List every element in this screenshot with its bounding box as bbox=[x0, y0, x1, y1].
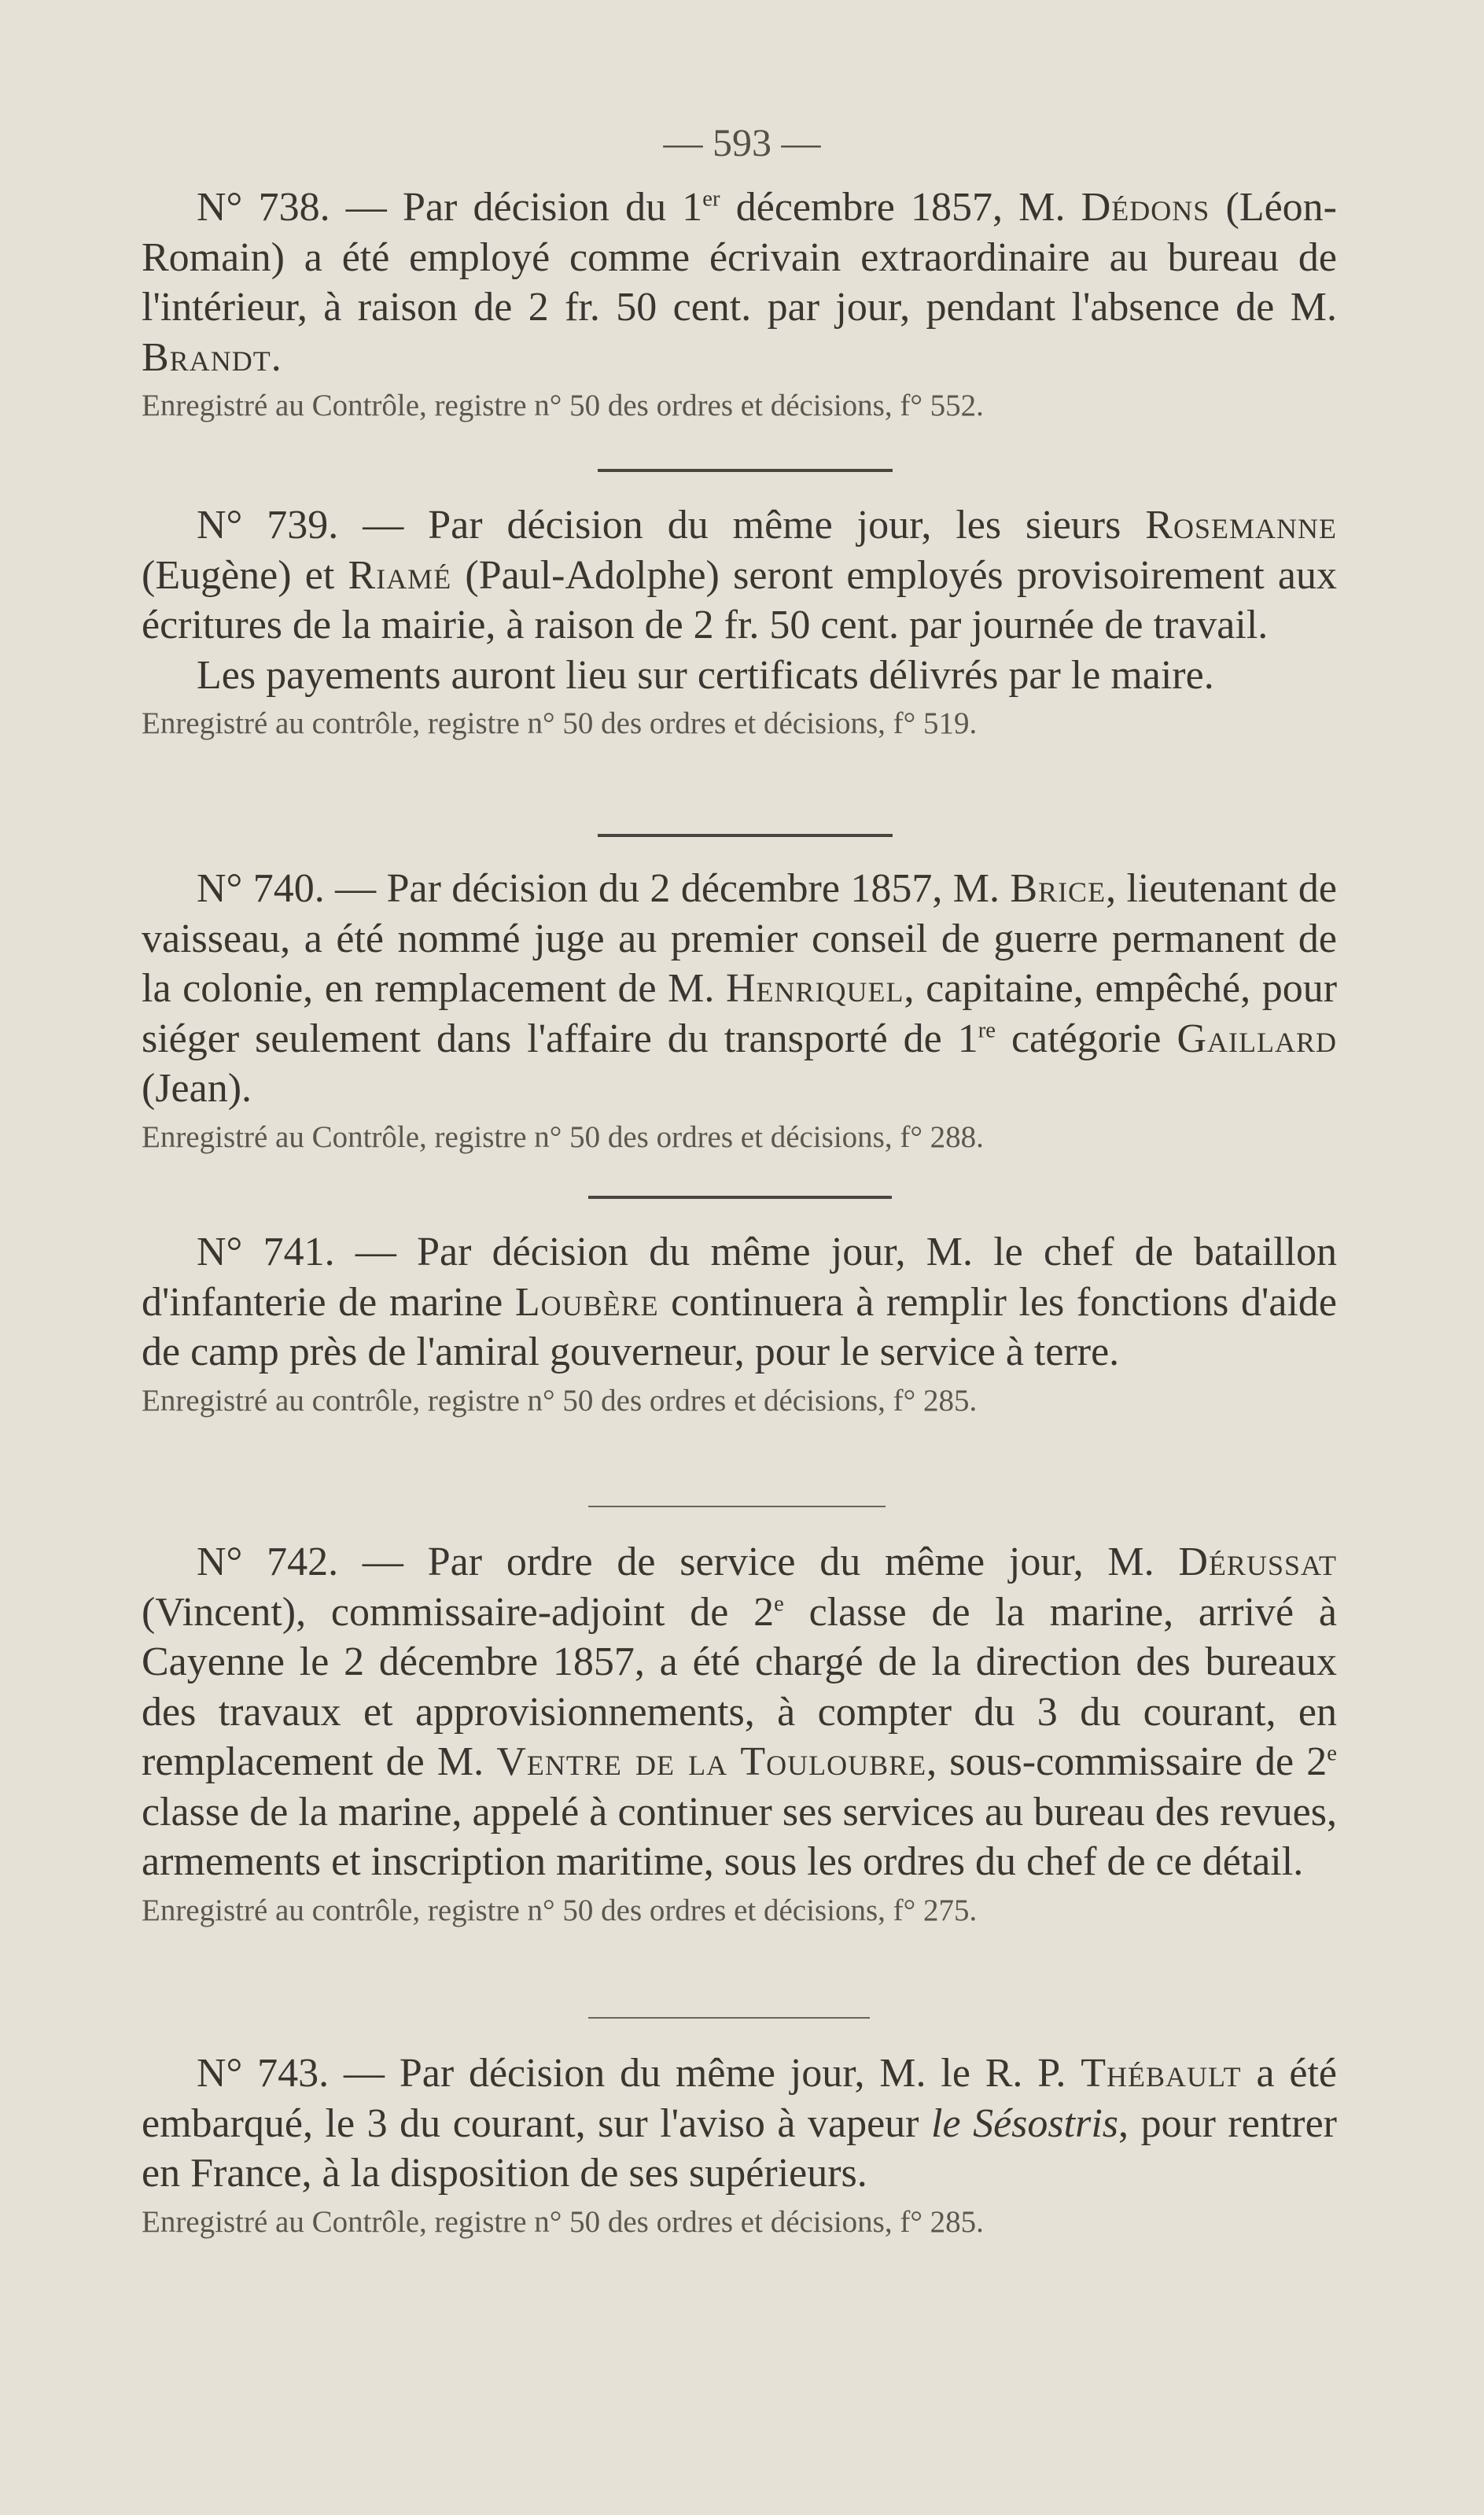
entry-text: , pour rentrer en France, à la disposition de ses supérieurs. bbox=[142, 2100, 1337, 2196]
entry-text: — Par décision du même jour, M. le R. P. bbox=[329, 2051, 1081, 2096]
person-name: Riamé bbox=[348, 552, 452, 598]
person-name: Henriquel bbox=[725, 966, 904, 1011]
entry-number: N° 739. bbox=[197, 503, 339, 548]
entry-text: (Eugène) et bbox=[142, 552, 348, 598]
superscript: er bbox=[702, 186, 720, 212]
entry-742 bbox=[142, 1537, 1337, 1930]
entry-text: classe de la marine, arrivé à Cayenne le 2 décembre 1857, a été chargé de la direction des bureaux des travaux et approvisionnements, à compter du 3 du courant, en remplacement de M. bbox=[142, 1589, 1337, 1784]
person-name: Brice bbox=[1010, 866, 1107, 911]
separator-rule bbox=[588, 2017, 870, 2019]
entry-body bbox=[142, 500, 1337, 700]
entry-body bbox=[142, 183, 1337, 382]
separator-rule bbox=[598, 469, 893, 472]
separator-rule bbox=[598, 834, 893, 837]
entry-text: (Paul-Adolphe) seront employés provisoirement aux écritures de la mairie, à raison de 2 fr. 50 cent. par journée de travail. bbox=[142, 552, 1337, 647]
entry-text: catégorie bbox=[995, 1016, 1177, 1061]
entry-text: a été embarqué, le 3 du courant, sur l'aviso à vapeur bbox=[142, 2051, 1338, 2146]
entry-741 bbox=[142, 1227, 1337, 1420]
separator-rule bbox=[588, 1196, 892, 1199]
entry-text: — Par décision du même jour, M. le chef de bataillon d'infanterie de marine bbox=[142, 1230, 1337, 1325]
entry-740 bbox=[142, 864, 1337, 1156]
person-name: Thébault bbox=[1081, 2051, 1242, 2096]
entry-body bbox=[142, 864, 1337, 1114]
registry-note: Enregistré au Contrôle, registre n° 50 des ordres et décisions, f° 552. bbox=[142, 389, 984, 422]
superscript: e bbox=[774, 1591, 784, 1617]
entry-body bbox=[142, 2049, 1337, 2199]
entry-text: . bbox=[271, 334, 282, 380]
entry-text: — Par décision du même jour, les sieurs bbox=[338, 503, 1146, 548]
entry-738 bbox=[142, 183, 1337, 425]
registry-note: Enregistré au Contrôle, registre n° 50 des ordres et décisions, f° 288. bbox=[142, 1119, 984, 1154]
entry-text: , sous-commissaire de 2 bbox=[926, 1739, 1327, 1784]
person-name: Rosemanne bbox=[1145, 503, 1337, 548]
entry-number: N° 740. bbox=[197, 866, 325, 911]
entry-number: N° 742. bbox=[197, 1540, 339, 1584]
entry-text: continuera à remplir les fonctions d'aide de camp près de l'amiral gouverneur, pour le service à terre. bbox=[142, 1279, 1337, 1374]
superscript: re bbox=[978, 1018, 996, 1043]
entry-text: , lieutenant de vaisseau, a été nommé juge au premier conseil de guerre permanent de la colonie, en remplacement de M. bbox=[142, 866, 1337, 1011]
entry-text: , capitaine, empêché, pour siéger seulement dans l'affaire du transporté de 1 bbox=[142, 966, 1338, 1061]
separator-rule bbox=[588, 1506, 886, 1507]
superscript: e bbox=[1327, 1741, 1337, 1766]
entry-paragraph: Les payements auront lieu sur certificats délivrés par le maire. bbox=[197, 652, 1214, 698]
registry-note: Enregistré au Contrôle, registre n° 50 des ordres et décisions, f° 285. bbox=[142, 2204, 984, 2239]
ship-name: le Sésostris bbox=[931, 2100, 1119, 2146]
entry-text: — Par décision du 2 décembre 1857, M. bbox=[324, 866, 1011, 911]
person-name: Brandt bbox=[142, 334, 271, 380]
entry-739 bbox=[142, 500, 1337, 743]
entry-743 bbox=[142, 2049, 1337, 2241]
page-number: — 593 — bbox=[663, 120, 821, 164]
entry-text: (Léon-Romain) a été employé comme écrivain extraordinaire au bureau de l'intérieur, à raison de 2 fr. 50 cent. par jour, pendant l'absence de M. bbox=[142, 185, 1337, 330]
registry-note: Enregistré au contrôle, registre n° 50 des ordres et décisions, f° 275. bbox=[142, 1893, 978, 1927]
entry-text: (Vincent), commissaire-adjoint de 2 bbox=[142, 1589, 775, 1635]
person-name: Dérussat bbox=[1178, 1540, 1337, 1584]
entry-number: N° 743. bbox=[197, 2051, 330, 2096]
entry-text: (Jean). bbox=[142, 1066, 252, 1111]
registry-note: Enregistré au contrôle, registre n° 50 des ordres et décisions, f° 519. bbox=[142, 706, 978, 740]
entry-text: décembre 1857, M. bbox=[720, 185, 1081, 230]
entry-body bbox=[142, 1537, 1337, 1887]
entry-number: N° 738. bbox=[197, 185, 330, 230]
person-name: Dédons bbox=[1081, 185, 1210, 230]
person-name: Ventre de la Touloubre bbox=[496, 1739, 927, 1784]
entry-body bbox=[142, 1227, 1337, 1377]
person-name: Gaillard bbox=[1177, 1016, 1338, 1061]
entry-text: — Par décision du 1 bbox=[330, 185, 703, 230]
entry-number: N° 741. bbox=[197, 1230, 335, 1274]
registry-note: Enregistré au contrôle, registre n° 50 des ordres et décisions, f° 285. bbox=[142, 1383, 978, 1418]
person-name: Loubère bbox=[514, 1279, 659, 1325]
entry-text: classe de la marine, appelé à continuer ses services au bureau des revues, armements et inscription maritime, sous les ordres du chef de ce détail. bbox=[142, 1789, 1337, 1884]
entry-text: — Par ordre de service du même jour, M. bbox=[338, 1540, 1179, 1584]
